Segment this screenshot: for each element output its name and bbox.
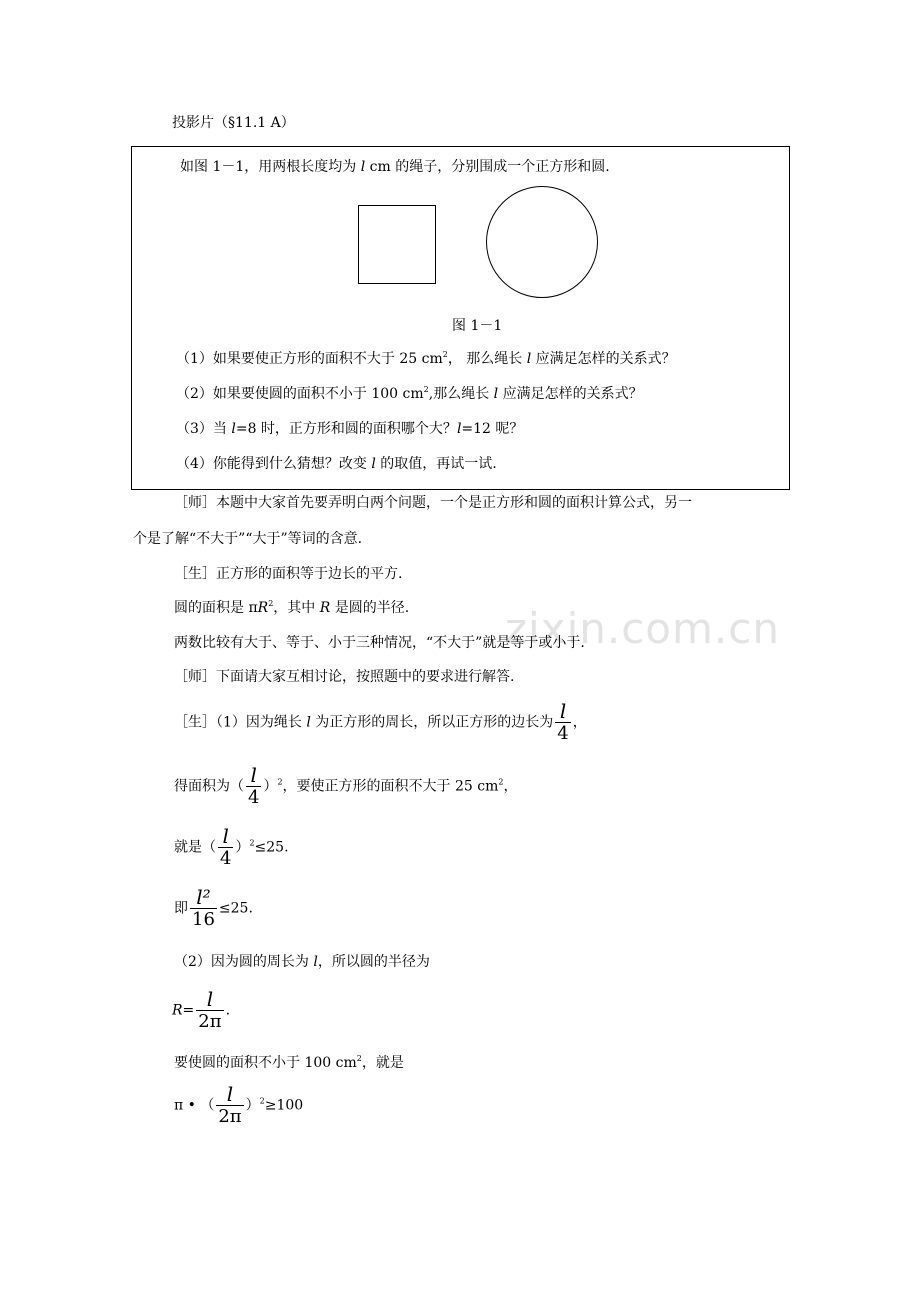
comparison-text: 两数比较有大于、等于、小于三种情况，“不大于”就是等于或小于. bbox=[174, 635, 585, 651]
figure-caption: 图 1－1 bbox=[452, 318, 503, 334]
inequality-3: π • （ $\frac{l}{2\pi}$ ）$^2$≥100 bbox=[174, 1082, 304, 1127]
watermark: zixin.com.cn bbox=[505, 604, 780, 653]
fraction-l-over-4: $\frac{l}{4}$ bbox=[220, 824, 232, 869]
fraction-l-over-4: $\frac{l}{4}$ bbox=[557, 699, 569, 744]
teacher-line-2: 个是了解“不大于”“大于”等词的含意. bbox=[133, 531, 363, 547]
fraction-l-over-2pi: $\frac{l}{2\pi}$ bbox=[198, 987, 222, 1032]
fraction-l-over-2pi: $\frac{l}{2\pi}$ bbox=[218, 1082, 242, 1127]
student-square-area: ［生］正方形的面积等于边长的平方. bbox=[174, 566, 403, 582]
teacher-line-1: ［师］本题中大家首先要弄明白两个问题，一个是正方形和圆的面积计算公式，另一 bbox=[174, 495, 692, 511]
inequality-2: 即 $\frac{\text{l²}}{16}$ ≤25. bbox=[174, 885, 253, 930]
student-answer-2: （2）因为圆的周长为 l，所以圆的半径为 bbox=[174, 954, 430, 970]
fraction-l2-over-16: $\frac{\text{l²}}{16}$ bbox=[192, 885, 215, 930]
circle-area-text: 圆的面积是 $\pi R^2$，其中 R 是圆的半径. bbox=[174, 599, 410, 616]
question-2: （2）如果要使圆的面积不小于 100 $cm^2$,那么绳长 l 应满足怎样的关系式？ bbox=[176, 385, 643, 402]
header-caption: 投影片（§11.1 A） bbox=[172, 115, 295, 131]
radius-formula: R= $\frac{l}{2\pi}$ . bbox=[172, 987, 231, 1032]
fraction-l-over-4: $\frac{l}{4}$ bbox=[248, 763, 260, 808]
student-answer-1: ［生］（1）因为绳长 l 为正方形的周长，所以正方形的边长为 $\frac{l}{4}$ ， bbox=[174, 699, 587, 744]
circle-shape bbox=[486, 186, 598, 298]
inequality-1: 就是（ $\frac{l}{4}$ ）$^2$≤25. bbox=[174, 824, 289, 869]
question-1: （1）如果要使正方形的面积不大于 25 $cm^2$， 那么绳长 l 应满足怎样的关系式？ bbox=[176, 350, 676, 367]
circle-area-condition: 要使圆的面积不小于 100 $cm^2$，就是 bbox=[174, 1054, 404, 1071]
square-shape bbox=[358, 205, 436, 284]
problem-intro: 如图 1－1，用两根长度均为 l cm 的绳子，分别围成一个正方形和圆. bbox=[180, 159, 610, 175]
question-4: （4）你能得到什么猜想？改变 l 的取值，再试一试. bbox=[176, 456, 497, 472]
teacher-discussion: ［师］下面请大家互相讨论，按照题中的要求进行解答. bbox=[174, 669, 515, 685]
question-3: （3）当 l=8 时，正方形和圆的面积哪个大？l=12 呢？ bbox=[176, 421, 524, 437]
area-expression: 得面积为（ $\frac{l}{4}$ ）$^2$，要使正方形的面积不大于 25 $cm^2$， bbox=[174, 763, 518, 808]
